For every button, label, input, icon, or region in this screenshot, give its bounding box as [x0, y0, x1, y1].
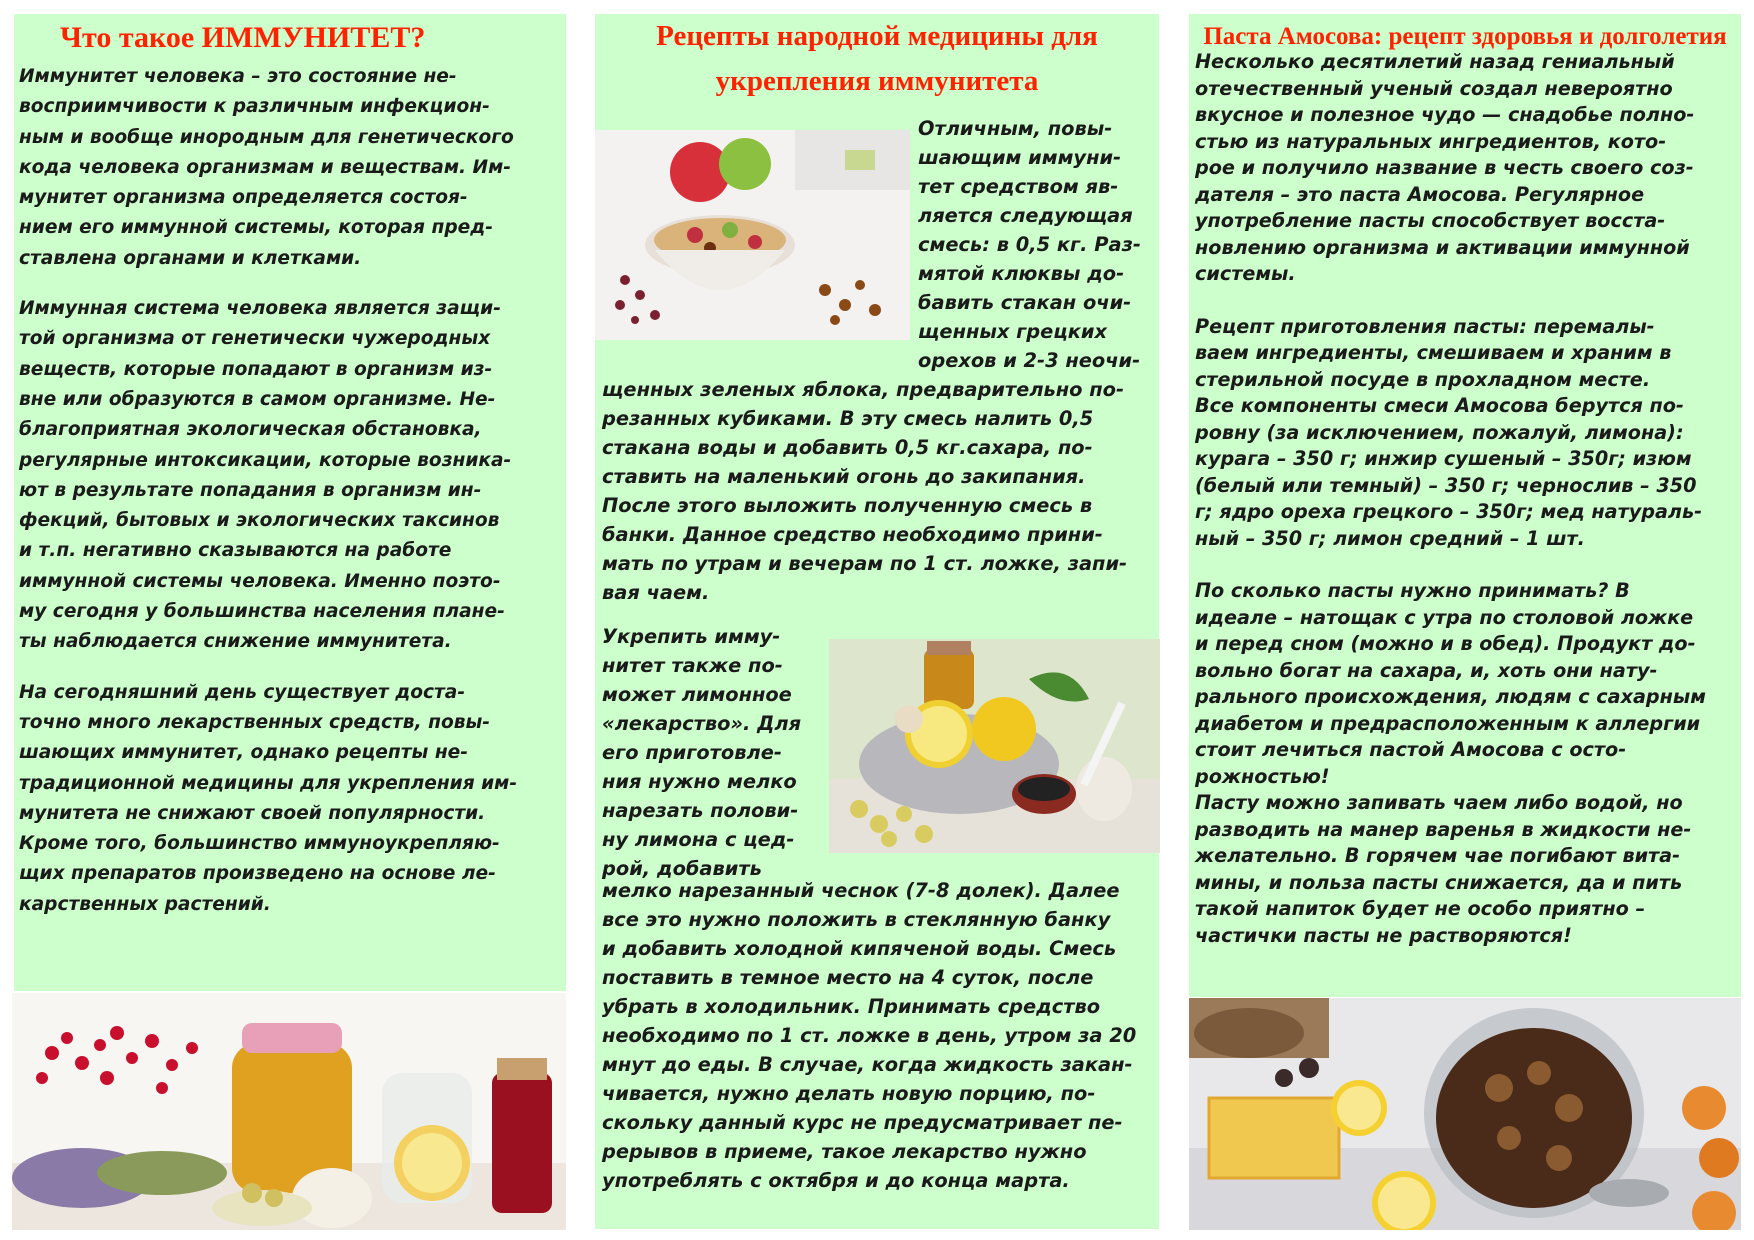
recipe1-side-text: Отличным, повы- шающим иммуни- тет средством яв- ляется следующая смесь: в 0,5 кг. Раз- мятой клюквы до- бавить стакан очи- щенных грецких орехов и 2-3 неочи-	[918, 117, 1141, 372]
amosov-para-2: Рецепт приготовления пасты: перемалы- ваем ингредиенты, смешиваем и храним в стерильной посуде в прохладном месте. Все компоненты смеси Амосова берутся по- ровну (за исключением, пожалуй, лимона): курага – 350 г; инжир сушеный – 350г; изюм (белый или темный) – 350 г; чернослив – 350 г; ядро ореха грецкого – 350г; мед натураль- ный – 350 г; лимон средний – 1 шт.	[1195, 314, 1703, 550]
fruit-bowl-image	[595, 130, 910, 340]
immunity-para-3: На сегодняшний день существует доста- точно много лекарственных средств, повы- шающих иммунитет, однако рецепты не- традиционной медицины для укрепления им- мунитета не снижают своей популярности. Кроме того, большинство иммуноукрепляю- щих препаратов произведено на основе ле- карственных растений.	[19, 681, 518, 915]
lemon-honey-image	[829, 639, 1160, 853]
herbal-jars-image	[12, 993, 566, 1230]
title-folk-recipes: Рецепты народной медицины для укрепления иммунитета	[656, 20, 1098, 97]
amosov-para-3: По сколько пасты нужно принимать? В идеале – натощак с утра по столовой ложке и перед сном (можно и в обед). Продукт до- вольно богат на сахара, и, хоть они нату- рального происхождения, людям с сахарным диабетом и предрасположенным к аллергии стоит лечиться пастой Амосова с осто- рожностью! Пасту можно запивать чаем либо водой, но разводить на манер варенья в жидкости не- желательно. В горячем чае погибают вита- мины, и польза пасты снижается, да и пить такой напиток будет не особо приятно – частички пасты не растворяются!	[1195, 579, 1706, 947]
recipe1-text: щенных зеленых яблока, предварительно по- резанных кубиками. В эту смесь налить 0,5 стакана воды и добавить 0,5 кг.сахара, по- ставить на маленький огонь до закипания. После этого выложить полученную смесь в банки. Данное средство необходимо прини- мать по утрам и вечерам по 1 ст. ложке, запи- вая чаем.	[602, 378, 1128, 604]
recipe2-side-text: Укрепить имму- нитет также по- может лимонное «лекарство». Для его приготовле- ния нужно мелко нарезать полови- ну лимона с цед- рой, добавить	[602, 625, 802, 880]
immunity-para-2: Иммунная система человека является защи- той организма от генетически чужеродных веществ, которые попадают в организм из- вне или образуются в самом организме. Не- благоприятная экологическая обстановка, регулярные интоксикации, которые возника- ют в результате попадания в организм ин- фекций, бытовых и экологических таксинов и т.п. негативно сказываются на работе иммунной системы человека. Именно поэто- му сегодня у большинства населения плане- ты наблюдается снижение иммунитета.	[19, 298, 512, 653]
title-amosov-paste: Паста Амосова: рецепт здоровья и долголетия	[1203, 23, 1727, 50]
immunity-para-1: Иммунитет человека – это состояние не- восприимчивости к различным инфекцион- ным и вообще инородным для генетического кода человека организмам и веществам. Им- мунитет организма определяется состоя- нием его иммунной системы, которая пред- ставлена органами и клетками.	[19, 66, 514, 269]
panel-immunity	[14, 14, 566, 991]
title-immunity: Что такое ИММУНИТЕТ?	[60, 21, 426, 54]
recipe2-text: мелко нарезанный чеснок (7-8 долек). Далее все это нужно положить в стеклянную банку и добавить холодной кипяченой воды. Смесь поставить в темное место на 4 суток, после убрать в холодильник. Принимать средство необходимо по 1 ст. ложке в день, утром за 20 мнут до еды. В случае, когда жидкость закан- чивается, нужно делать новую порцию, по- скольку данный курс не предусматривает пе- рерывов в приеме, такое лекарство нужно употреблять с октября и до конца марта.	[602, 879, 1137, 1192]
amosov-paste-image	[1189, 998, 1741, 1230]
amosov-para-1: Несколько десятилетий назад гениальный отечественный ученый создал невероятно вкусное и полезное чудо — снадобье полно- стью из натуральных ингредиентов, кото- рое и получило название в честь своего соз- дателя – это паста Амосова. Регулярное употребление пасты способствует восста- новлению организма и активации иммунной системы.	[1195, 50, 1695, 285]
panel-amosov-paste	[1189, 14, 1741, 997]
